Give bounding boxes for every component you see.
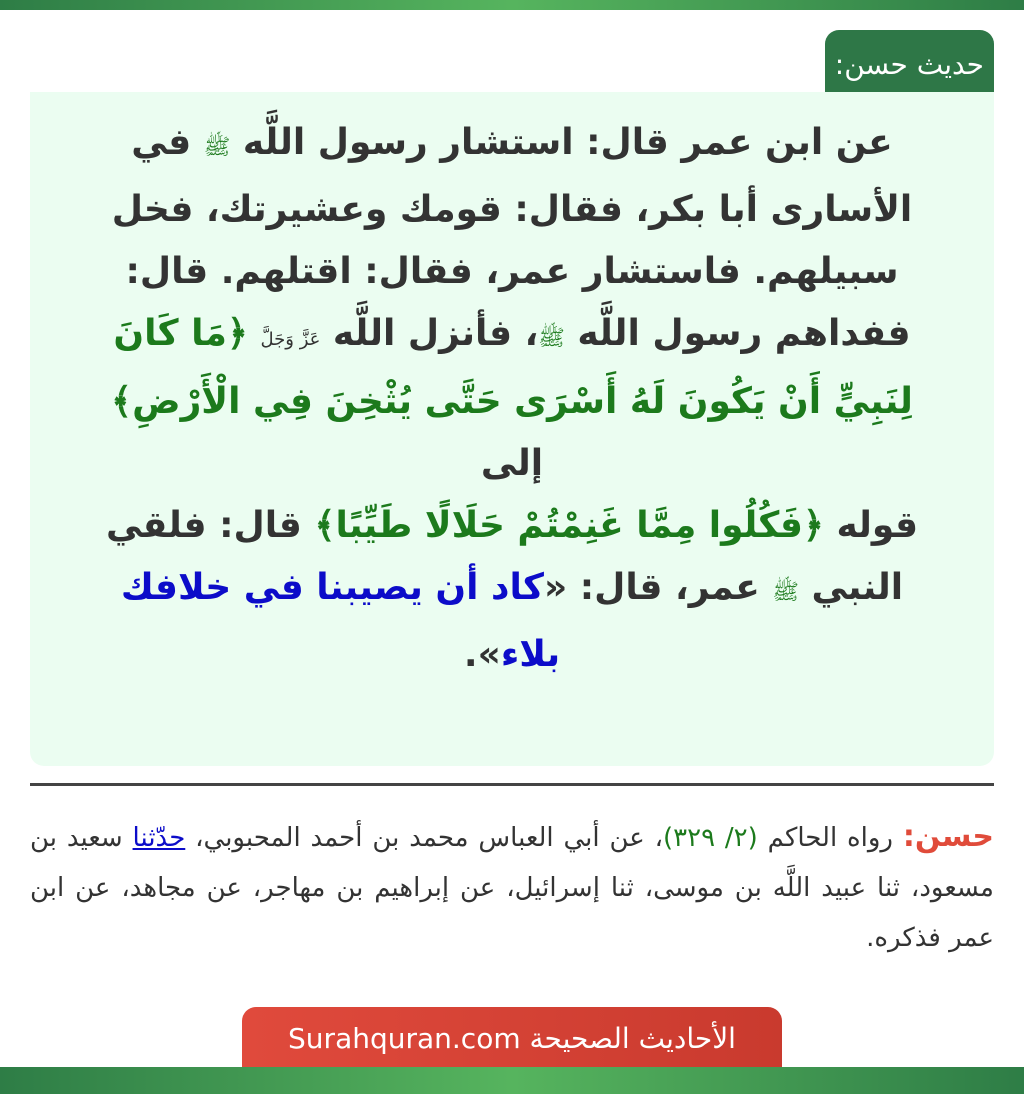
- hadith-text-segment: عن ابن عمر قال: استشار رسول اللَّه: [230, 122, 893, 163]
- source-badge: الأحاديث الصحيحة Surahquran.com: [242, 1007, 782, 1067]
- takhrij-text: سعيد بن مسعود، ثنا عبيد اللَّه بن موسى، ثنا إسرائيل، عن إبراهيم بن مهاجر، عن مجاهد، عن ابن عمر فذكره.: [30, 823, 994, 953]
- prophet-quote: كاد أن يصيبنا في خلافك بلاء: [120, 567, 561, 675]
- salawat-icon: ﷺ: [772, 580, 799, 605]
- hadith-text-segment: في الأسارى أبا بكر، فقال: قومك وعشيرتك، فخل سبيلهم. فاستشار عمر، فقال: اقتلهم. قال: ففداهم رسول اللَّه: [111, 122, 913, 354]
- grade-label: حسن:: [902, 819, 994, 854]
- salawat-icon: ﷺ: [538, 326, 565, 351]
- narration-link[interactable]: حدّثنا: [132, 823, 186, 853]
- hadith-text-segment: ».: [463, 634, 501, 675]
- hadith-text-segment: قوله: [823, 505, 919, 546]
- hadith-text-segment: عمر، قال: «: [543, 567, 773, 608]
- hadith-text-box: [30, 92, 994, 766]
- hadith-text-segment: إلى: [480, 443, 544, 484]
- top-green-bar: [0, 0, 1024, 10]
- takhrij-text: ، عن أبي العباس محمد بن أحمد المحبوبي،: [185, 823, 663, 853]
- source-reference: (٢/ ٣٢٩): [663, 823, 758, 853]
- bottom-green-bar: [0, 1067, 1024, 1094]
- azza-wajal-icon: عَزَّ وَجَلَّ: [260, 329, 321, 350]
- quran-verse: ﴿مَا كَانَ لِنَبِيٍّ أَنْ يَكُونَ لَهُ أَسْرَى حَتَّى يُثْخِنَ فِي الْأَرْضِ﴾: [111, 313, 913, 422]
- section-divider: [30, 783, 994, 786]
- takhrij-paragraph: [30, 812, 994, 963]
- takhrij-text: رواه الحاكم: [757, 823, 903, 853]
- hadith-grade-tab: حديث حسن:: [825, 30, 994, 92]
- salawat-icon: ﷺ: [203, 135, 231, 160]
- quran-verse: ﴿فَكُلُوا مِمَّا غَنِمْتُمْ حَلَالًا طَيِّبًا﴾: [314, 505, 824, 546]
- hadith-text-segment: ، فأنزل اللَّه: [320, 313, 539, 354]
- hadith-body: [80, 112, 944, 686]
- hadith-text-segment: قال: فلقي النبي: [105, 505, 904, 608]
